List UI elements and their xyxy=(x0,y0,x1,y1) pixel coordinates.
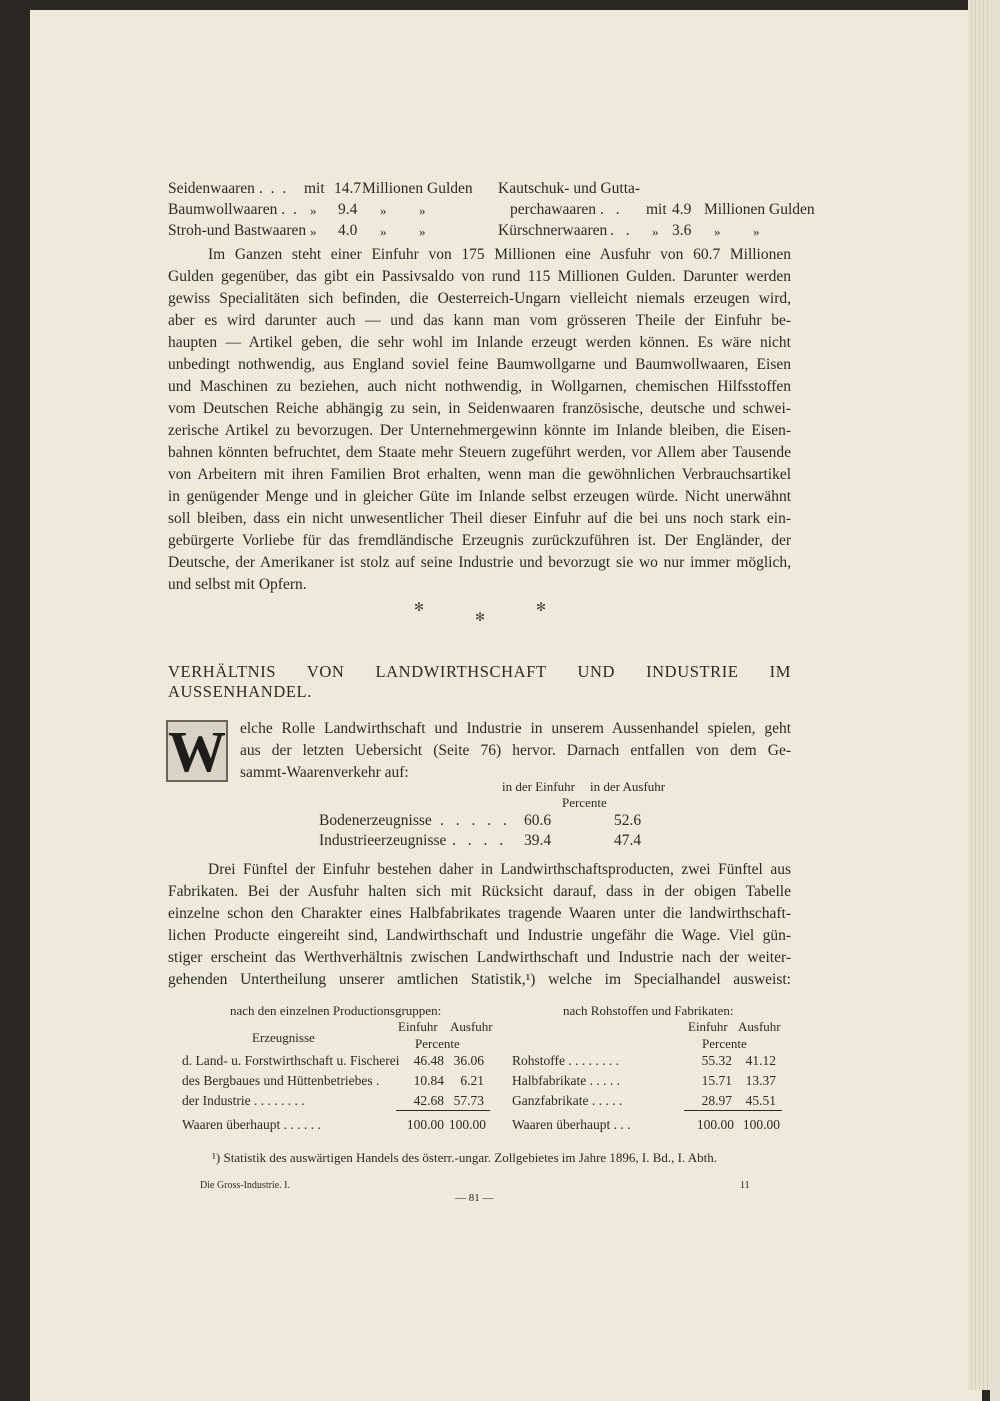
table-cell-import: 15.71 xyxy=(701,1073,732,1088)
text-line: Gulden gegenüber, das gibt ein Passivsaldo von rund 115 Millionen Gulden. Darunter werden xyxy=(168,268,791,285)
right-header-import: Einfuhr xyxy=(688,1019,728,1034)
table-total-import: 100.00 xyxy=(696,1117,734,1132)
asterisk-ornament: ✻ xyxy=(414,600,425,614)
footer-book-title: Die Gross-Industrie. I. xyxy=(200,1180,290,1191)
left-table-title: nach den einzelnen Productionsgruppen: xyxy=(230,1003,442,1018)
left-header-unit: Percente xyxy=(415,1036,460,1051)
text-line: und selbst mit Opfern. xyxy=(168,576,307,593)
list-prefix: » xyxy=(310,224,317,239)
text-line: Fabrikaten. Bei der Ausfuhr halten sich mit Rücksicht darauf, dass in der obigen Tabelle xyxy=(168,883,791,900)
table-cell-import: 55.32 xyxy=(701,1053,732,1068)
table-row-label: Industrieerzeugnisse xyxy=(319,832,447,849)
list-value: 3.6 xyxy=(672,222,692,239)
table-total-label: Waaren überhaupt . . . xyxy=(512,1117,631,1132)
table-total-label: Waaren überhaupt . . . . . . xyxy=(182,1117,321,1132)
text-line: zerische Artikel zu bevorzugen. Der Unternehmergewinn könnte im Inlande bleiben, die Eisen- xyxy=(168,422,791,439)
list-prefix: mit xyxy=(646,201,667,218)
text-line: Deutsche, der Amerikaner ist stolz auf seine Industrie und bevorzugt sie wo nur immer möglich, xyxy=(168,554,791,571)
text-line: gebürgerte Vorliebe für das fremdländische Erzeugnis zurückzuführen ist. Der Engländer, der xyxy=(168,532,791,549)
page-stack-edge xyxy=(968,0,990,1390)
table-row-label: Rohstoffe . . . . . . . . xyxy=(512,1053,619,1068)
table-cell-export: 36.06 xyxy=(453,1053,484,1068)
footnote: ¹) Statistik des auswärtigen Handels des österr.-ungar. Zollgebietes im Jahre 1896, I. Bd., I. Abth. xyxy=(212,1150,718,1165)
asterisk-ornament: ✻ xyxy=(475,610,486,624)
scan-border xyxy=(990,0,1000,1401)
left-header-export: Ausfuhr xyxy=(450,1019,493,1034)
table-row-label: des Bergbaues und Hüttenbetriebes . xyxy=(182,1073,380,1088)
list-prefix: » xyxy=(310,203,317,218)
text-line: und Maschinen zu beziehen, auch nicht nothwendig, in Wollgarnen, chemischen Hilfsstoffen xyxy=(168,378,791,395)
table-row-label: der Industrie . . . . . . . . xyxy=(182,1093,305,1108)
sum-rule xyxy=(684,1110,782,1111)
page-number: — 81 — xyxy=(455,1192,494,1204)
dropcap-initial: W xyxy=(168,719,226,784)
text-line: stiger erscheint das Werthverhältnis zwischen Landwirthschaft und Industrie nach der weiter- xyxy=(168,949,791,966)
list-dots: . . . xyxy=(258,180,289,197)
table-cell-import: 10.84 xyxy=(413,1073,444,1088)
table-cell-export: 6.21 xyxy=(460,1073,484,1088)
list-item xyxy=(168,180,288,198)
table-row-dots: . . . . xyxy=(452,832,508,849)
list-item: Kautschuk- und Gutta- xyxy=(498,180,641,197)
left-column-label: Erzeugnisse xyxy=(252,1030,315,1045)
table-cell-import: 60.6 xyxy=(524,812,552,829)
table-cell-import: 46.48 xyxy=(413,1053,444,1068)
table-total-export: 100.00 xyxy=(448,1117,486,1132)
list-label: Seidenwaaren xyxy=(168,180,255,197)
table-cell-export: 41.12 xyxy=(745,1053,776,1068)
table-row-label: Bodenerzeugnisse xyxy=(319,812,432,829)
section-heading: VERHÄLTNIS VON LANDWIRTHSCHAFT UND INDUSTRIE IM AUSSENHANDEL. xyxy=(168,662,791,701)
table-cell-export: 57.73 xyxy=(453,1093,484,1108)
table-row-label: d. Land- u. Forstwirthschaft u. Fischerei xyxy=(182,1053,400,1068)
text-line: gehenden Untertheilung unserer amtlichen Statistik,¹) welche im Specialhandel ausweist: xyxy=(168,971,791,988)
text-line: vom Deutschen Reiche abhängig zu sein, in Seidenwaaren französische, deutsche und schwei- xyxy=(168,400,791,417)
text-line: aus der letzten Uebersicht (Seite 76) hervor. Darnach entfallen von dem Ge- xyxy=(240,742,791,759)
list-unit: Millionen Gulden xyxy=(362,180,473,197)
right-table-title: nach Rohstoffen und Fabrikaten: xyxy=(563,1003,734,1018)
table-cell-import: 28.97 xyxy=(701,1093,732,1108)
text-line: bahnen könnten befruchtet, dem Staate mehr Steuern zugeführt werden, vor Allem aber Tausende xyxy=(168,444,791,461)
list-unit: » » xyxy=(380,203,426,218)
text-line: gewiss Specialitäten sich befinden, die Oesterreich-Ungarn vielleicht niemals erzeugen wird, xyxy=(168,290,791,307)
text-line: haupten — Artikel geben, die sehr wohl im Inlande erzeugt werden können. Es wäre nicht xyxy=(168,334,791,351)
text-line: sammt-Waarenverkehr auf: xyxy=(240,764,409,781)
table-cell-export: 52.6 xyxy=(614,812,642,829)
footer-signature: 11 xyxy=(740,1180,750,1191)
text-line: lichen Producte eingereiht sind, Landwirthschaft und Industrie ungefähr die Wage. Viel gün- xyxy=(168,927,791,944)
list-prefix: » xyxy=(652,224,659,239)
list-value: 4.9 xyxy=(672,201,692,218)
column-header-unit: Percente xyxy=(562,795,607,810)
table-cell-export: 45.51 xyxy=(745,1093,776,1108)
left-header-import: Einfuhr xyxy=(398,1019,438,1034)
table-cell-import: 42.68 xyxy=(413,1093,444,1108)
table-row-label: Ganzfabrikate . . . . . xyxy=(512,1093,623,1108)
list-dots: . . xyxy=(610,222,634,239)
list-item: Kürschnerwaaren xyxy=(498,222,608,239)
table-row-dots: . . . . . xyxy=(440,812,511,829)
list-value: 14.7 xyxy=(334,180,362,197)
table-total-export: 100.00 xyxy=(742,1117,780,1132)
text-line: einzelne schon den Charakter eines Halbfabrikates tragende Waaren unter die landwirthschaft- xyxy=(168,905,791,922)
list-item: Baumwollwaaren . . xyxy=(168,201,299,218)
text-line: aber es wird darunter auch — und das kann man vom grösseren Theile der Einfuhr be- xyxy=(168,312,791,329)
text-line: von Arbeitern mit ihren Familien Brot erhalten, wenn man die gewöhnlichen Verbrauchsartikel xyxy=(168,466,791,483)
table-total-import: 100.00 xyxy=(406,1117,444,1132)
table-row-label: Halbfabrikate . . . . . xyxy=(512,1073,620,1088)
list-item: perchawaaren xyxy=(510,201,597,218)
text-line: Drei Fünftel der Einfuhr bestehen daher in Landwirthschaftsproducten, zwei Fünftel aus xyxy=(208,861,791,878)
right-header-unit: Percente xyxy=(702,1036,747,1051)
list-dots: . . xyxy=(600,201,624,218)
asterisk-ornament: ✻ xyxy=(536,600,547,614)
list-unit: » » xyxy=(380,224,426,239)
table-cell-export: 13.37 xyxy=(745,1073,776,1088)
right-header-export: Ausfuhr xyxy=(738,1019,781,1034)
column-header-import: in der Einfuhr xyxy=(502,779,575,794)
text-line: unbedingt nothwendig, aus England soviel feine Baumwollgarne und Baumwollwaaren, Eisen xyxy=(168,356,791,373)
text-line: in genügender Menge und in gleicher Güte im Inlande selbst erzeugen würde. Nicht unerwähnt xyxy=(168,488,791,505)
list-unit: » » xyxy=(714,224,760,239)
sum-rule xyxy=(396,1110,490,1111)
table-cell-import: 39.4 xyxy=(524,832,552,849)
text-line: Im Ganzen steht einer Einfuhr von 175 Millionen eine Ausfuhr von 60.7 Millionen xyxy=(208,246,791,263)
text-line: elche Rolle Landwirthschaft und Industrie in unserem Aussenhandel spielen, geht xyxy=(240,720,791,737)
table-cell-export: 47.4 xyxy=(614,832,642,849)
list-value: 9.4 xyxy=(338,201,358,218)
list-value: 4.0 xyxy=(338,222,358,239)
list-unit: Millionen Gulden xyxy=(704,201,815,218)
list-prefix: mit xyxy=(304,180,325,197)
list-item: Stroh-und Bastwaaren xyxy=(168,222,307,239)
text-line: soll bleiben, dass ein nicht unwesentlicher Theil dieser Einfuhr auf die bei uns noch stark ein- xyxy=(168,510,791,527)
column-header-export: in der Ausfuhr xyxy=(590,779,666,794)
